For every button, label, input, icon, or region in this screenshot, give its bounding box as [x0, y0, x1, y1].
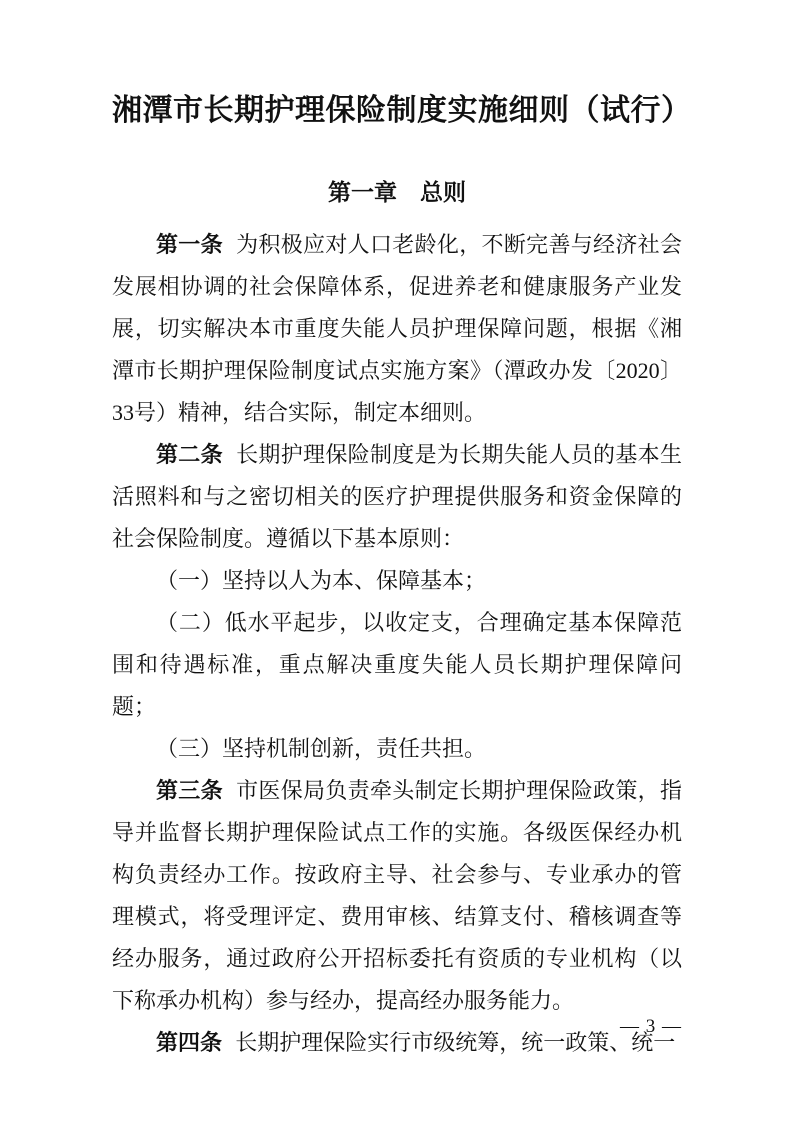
page-number: — 3 — [620, 1016, 682, 1037]
article-4 [112, 1022, 682, 1064]
document-body [112, 224, 682, 1064]
article-3-number: 第三条 [156, 778, 223, 803]
principle-item-3: （三）坚持机制创新，责任共担。 [156, 736, 487, 761]
article-4-text: 长期护理保险实行市级统筹，统一政策、统一 [235, 1030, 676, 1055]
article-2 [112, 434, 682, 560]
article-1-number: 第一条 [156, 232, 223, 257]
article-1 [112, 224, 682, 434]
document-title: 湘潭市长期护理保险制度实施细则（试行） [112, 94, 692, 127]
principle-item-1: （一）坚持以人为本、保障基本； [156, 568, 487, 593]
chapter-heading: 第一章 总则 [328, 180, 466, 205]
article-4-number: 第四条 [156, 1030, 223, 1055]
article-1-text: 为积极应对人口老龄化，不断完善与经济社会发展相协调的社会保障体系，促进养老和健康服务产业发展，切实解决本市重度失能人员护理保障问题，根据《湘潭市长期护理保险制度试点实施方案》（潭政办发〔2020〕33号）精神，结合实际，制定本细则。 [112, 232, 682, 425]
article-2-text: 长期护理保险制度是为长期失能人员的基本生活照料和与之密切相关的医疗护理提供服务和资金保障的社会保险制度。遵循以下基本原则： [112, 442, 682, 551]
principle-item-2: （二）低水平起步，以收定支，合理确定基本保障范围和待遇标准，重点解决重度失能人员长期护理保障问题； [112, 610, 682, 719]
article-3-text: 市医保局负责牵头制定长期护理保险政策，指导并监督长期护理保险试点工作的实施。各级医保经办机构负责经办工作。按政府主导、社会参与、专业承办的管理模式，将受理评定、费用审核、结算支付、稽核调查等经办服务，通过政府公开招标委托有资质的专业机构（以下称承办机构）参与经办，提高经办服务能力。 [112, 778, 682, 1013]
article-3 [112, 770, 682, 1022]
article-2-number: 第二条 [156, 442, 223, 467]
